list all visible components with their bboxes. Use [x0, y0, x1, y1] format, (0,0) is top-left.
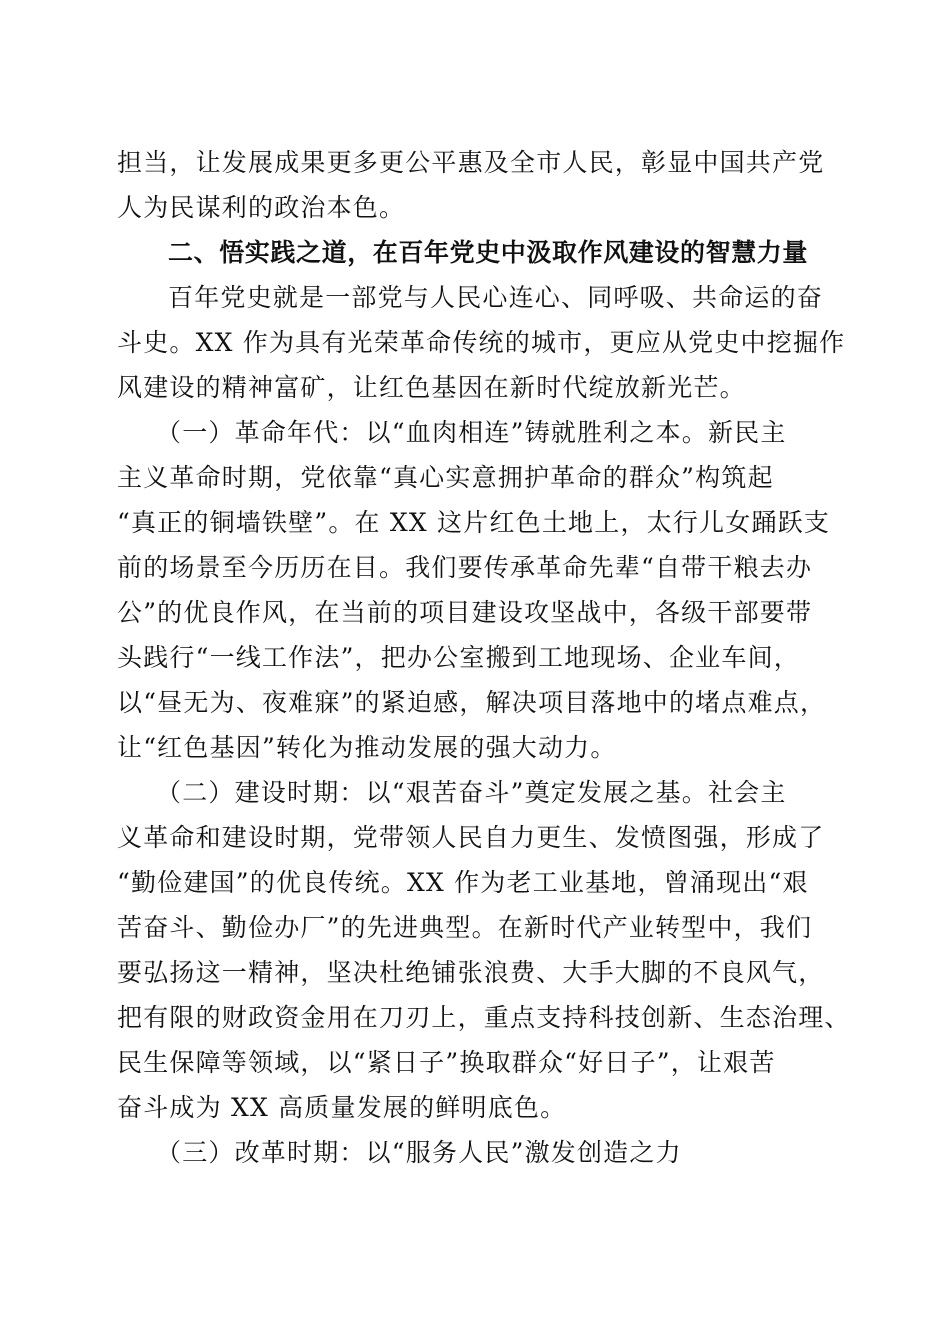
paragraph-line: 人为民谋利的政治本色。: [117, 193, 406, 222]
section-heading: 二、悟实践之道，在百年党史中汲取作风建设的智慧力量: [168, 238, 809, 267]
paragraph-line: 义革命和建设时期，党带领人民自力更生、发愤图强，形成了: [117, 823, 825, 852]
paragraph-line: “勤俭建国”的优良传统。XX 作为老工业基地，曾涌现出“艰: [117, 868, 809, 897]
paragraph-line: 头践行“一线工作法”，把办公室搬到工地现场、企业车间，: [117, 643, 800, 672]
paragraph-line: 把有限的财政资金用在刀刃上，重点支持科技创新、生态治理、: [117, 1003, 851, 1032]
paragraph-line: （一）革命年代：以“血肉相连”铸就胜利之本。新民主: [156, 418, 787, 447]
paragraph-line: 奋斗成为 XX 高质量发展的鲜明底色。: [117, 1093, 567, 1122]
paragraph-line: 主义革命时期，党依靠“真心实意拥护革命的群众”构筑起: [117, 463, 774, 492]
paragraph-line: 斗史。XX 作为具有光荣革命传统的城市，更应从党史中挖掘作: [117, 328, 846, 357]
paragraph-line: 民生保障等领域，以“紧日子”换取群众“好日子”，让艰苦: [117, 1048, 776, 1077]
paragraph-line: （二）建设时期：以“艰苦奋斗”奠定发展之基。社会主: [156, 778, 787, 807]
paragraph-line: 百年党史就是一部党与人民心连心、同呼吸、共命运的奋: [168, 283, 824, 312]
paragraph-line: 前的场景至今历历在目。我们要传承革命先辈“自带干粮去办: [117, 553, 813, 582]
paragraph-line: 公”的优良作风，在当前的项目建设攻坚战中，各级干部要带: [117, 598, 813, 627]
paragraph-line: 风建设的精神富矿，让红色基因在新时代绽放新光芒。: [117, 373, 746, 402]
paragraph-line: 担当，让发展成果更多更公平惠及全市人民，彰显中国共产党: [117, 148, 825, 177]
paragraph-line: 苦奋斗、勤俭办厂”的先进典型。在新时代产业转型中，我们: [117, 913, 813, 942]
paragraph-line: 要弘扬这一精神，坚决杜绝铺张浪费、大手大脚的不良风气，: [117, 958, 825, 987]
paragraph-line: 以“昼无为、夜难寐”的紧迫感，解决项目落地中的堵点难点，: [117, 688, 827, 717]
paragraph-line: “真正的铜墙铁壁”。在 XX 这片红色土地上，太行儿女踊跃支: [117, 508, 831, 537]
paragraph-line: 让“红色基因”转化为推动发展的强大动力。: [117, 733, 617, 762]
subsection-heading: （三）改革时期：以“服务人民”激发创造之力: [156, 1138, 682, 1167]
